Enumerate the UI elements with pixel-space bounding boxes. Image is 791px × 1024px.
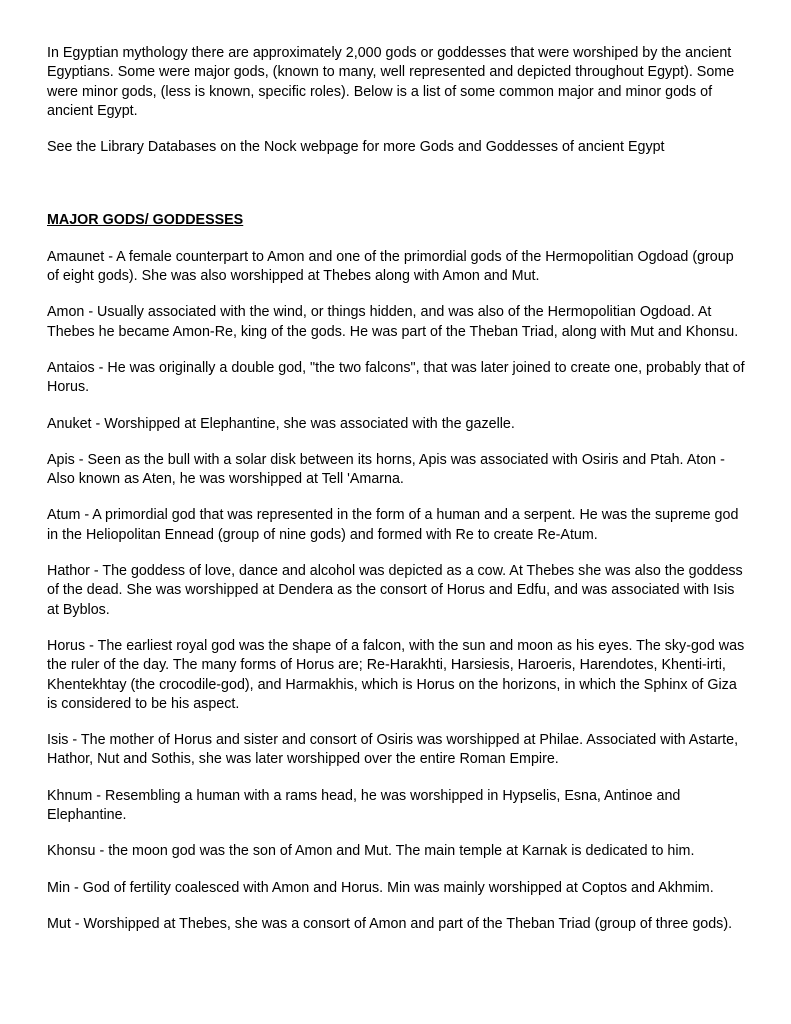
intro-paragraph: In Egyptian mythology there are approximately 2,000 gods or goddesses that were worshiped by the ancient Egyptians. Some were major gods, (known to many, well represented and depicted throughout Egypt). Some were minor gods, (less is known, specific roles). Below is a list of some common major and minor gods of ancient Egypt. — [47, 45, 735, 119]
entry-amaunet: Amaunet - A female counterpart to Amon and one of the primordial gods of the Hermopolitian Ogdoad (group of eight gods). She was also worshipped at Thebes along with Amon and Mut. — [47, 248, 734, 285]
entry-mut: Mut - Worshipped at Thebes, she was a consort of Amon and part of the Theban Triad (group of three gods). — [47, 915, 733, 932]
entry-khnum: Khnum - Resembling a human with a rams head, he was worshipped in Hypselis, Esna, Antinoe and Elephantine. — [47, 787, 681, 824]
entry-hathor: Hathor - The goddess of love, dance and alcohol was depicted as a cow. At Thebes she was also the goddess of the dead. She was worshipped at Dendera as the consort of Horus and Edfu, and was associated with Isis at Byblos. — [47, 563, 743, 618]
entry-antaios: Antaios - He was originally a double god, "the two falcons", that was later joined to create one, probably that of Horus. — [47, 359, 745, 396]
library-note: See the Library Databases on the Nock webpage for more Gods and Goddesses of ancient Egypt — [47, 139, 665, 156]
entry-apis: Apis - Seen as the bull with a solar disk between its horns, Apis was associated with Osiris and Ptah. Aton - Also known as Aten, he was worshipped at Tell 'Amarna. — [47, 451, 725, 488]
entry-amon: Amon - Usually associated with the wind, or things hidden, and was also of the Hermopolitian Ogdoad. At Thebes he became Amon-Re, king of the gods. He was part of the Theban Triad, along with Mut and Khonsu. — [47, 304, 739, 340]
entry-khonsu: Khonsu - the moon god was the son of Amon and Mut. The main temple at Karnak is dedicated to him. — [47, 843, 695, 860]
entry-anuket: Anuket - Worshipped at Elephantine, she was associated with the gazelle. — [47, 415, 515, 432]
section-heading: MAJOR GODS/ GODDESSES — [47, 212, 244, 229]
entry-atum: Atum - A primordial god that was represented in the form of a human and a serpent. He was the supreme god in the Heliopolitan Ennead (group of nine gods) and formed with Re to create Re-Atum. — [47, 507, 739, 543]
entry-horus: Horus - The earliest royal god was the shape of a falcon, with the sun and moon as his eyes. The sky-god was the ruler of the day. The many forms of Horus are; Re-Harakhti, Harsiesis, Haroeris, Harendotes, Khenti-irti, Khentekhtay (the crocodile-god), and Harmakhis, which is Horus on the horizons, in which the Sphinx of Giza is considered to be his aspect. — [47, 637, 745, 712]
entry-min: Min - God of fertility coalesced with Amon and Horus. Min was mainly worshipped at Coptos and Akhmim. — [47, 879, 714, 896]
entry-isis: Isis - The mother of Horus and sister and consort of Osiris was worshipped at Philae. Associated with Astarte, Hathor, Nut and Sothis, she was later worshipped over the entire Roman Empire. — [47, 732, 739, 768]
